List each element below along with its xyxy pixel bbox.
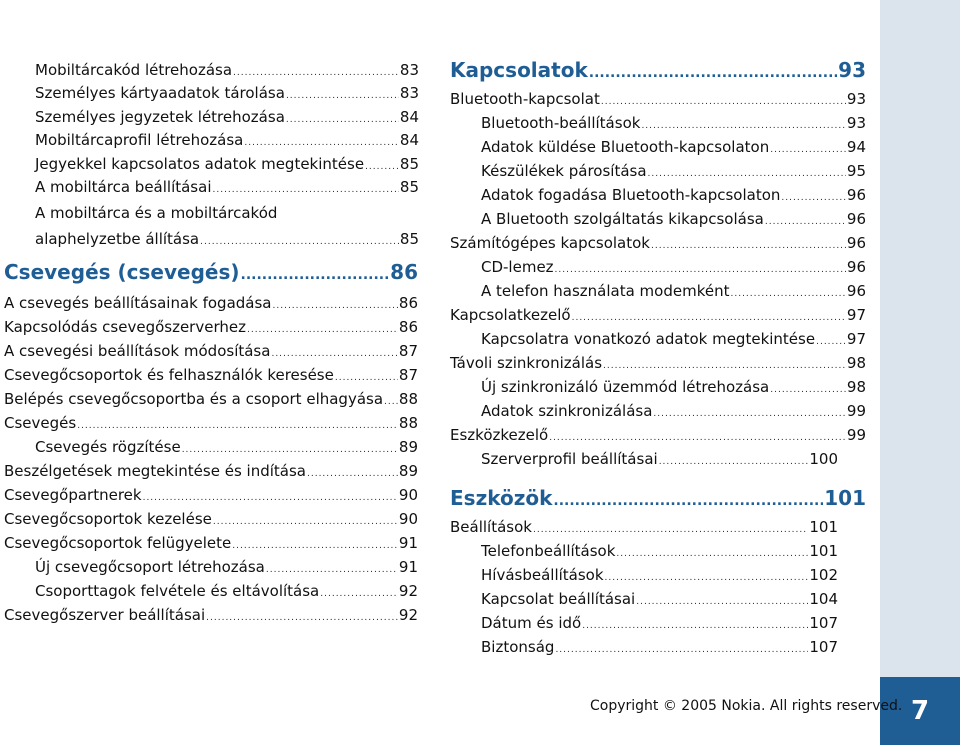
toc-entry-title: Adatok szinkronizálása <box>481 402 653 420</box>
toc-entry-title: A mobiltárca beállításai <box>35 178 212 196</box>
toc-entry-title: Eszközök <box>450 486 553 510</box>
toc-entry <box>481 184 866 206</box>
toc-entry <box>35 202 419 224</box>
toc-entry <box>35 228 419 250</box>
toc-dot-leader <box>384 391 398 413</box>
toc-entry <box>481 280 866 302</box>
toc-dot-leader <box>273 295 398 317</box>
toc-section-heading <box>450 56 866 84</box>
toc-entry <box>481 612 838 634</box>
toc-entry-title: Új csevegőcsoport létrehozása <box>35 558 265 576</box>
toc-page-number: 99 <box>846 402 866 420</box>
toc-dot-leader <box>233 62 399 84</box>
toc-entry-title: Készülékek párosítása <box>481 162 647 180</box>
toc-dot-leader <box>651 235 846 257</box>
toc-entry-title: Beszélgetések megtekintése és indítása <box>4 462 306 480</box>
toc-entry-title: Kapcsolatok <box>450 58 588 82</box>
toc-entry-title: Mobiltárcaprofil létrehozása <box>35 131 244 149</box>
toc-entry <box>4 412 418 434</box>
toc-entry-title: Csevegőcsoportok felügyelete <box>4 534 232 552</box>
toc-entry-title: CD-lemez <box>481 258 554 276</box>
toc-entry-title: Csevegés (csevegés) <box>4 260 240 284</box>
toc-entry <box>4 604 418 626</box>
toc-page-number: 93 <box>846 90 866 108</box>
toc-entry <box>481 136 866 158</box>
toc-dot-leader <box>555 639 808 661</box>
toc-page-number: 89 <box>398 462 418 480</box>
toc-dot-leader <box>582 615 808 637</box>
toc-page-number: 91 <box>398 534 418 552</box>
toc-entry <box>35 129 419 151</box>
toc-entry <box>4 484 418 506</box>
toc-entry-title: A csevegés beállításainak fogadása <box>4 294 272 312</box>
toc-entry <box>4 364 418 386</box>
toc-page-number: 84 <box>399 108 419 126</box>
toc-entry <box>35 580 418 602</box>
toc-dot-leader <box>286 85 399 107</box>
toc-page-number: 84 <box>399 131 419 149</box>
toc-entry-title: Kapcsolatkezelő <box>450 306 571 324</box>
toc-dot-leader <box>770 379 846 401</box>
toc-entry <box>450 232 866 254</box>
toc-entry-title: Belépés csevegőcsoportba és a csoport elhagyása <box>4 390 384 408</box>
toc-page-number: 83 <box>399 61 419 79</box>
toc-dot-leader <box>365 156 399 178</box>
toc-dot-leader <box>241 261 390 289</box>
toc-dot-leader <box>182 439 398 461</box>
toc-dot-leader <box>572 307 846 329</box>
toc-entry-title: Hívásbeállítások <box>481 566 604 584</box>
toc-entry-title: Távoli szinkronizálás <box>450 354 603 372</box>
toc-page-number: 101 <box>824 486 866 510</box>
toc-entry-title: Csevegés <box>4 414 77 432</box>
toc-dot-leader <box>589 59 837 87</box>
toc-page-number: 86 <box>398 294 418 312</box>
toc-dot-leader <box>271 343 397 365</box>
toc-page-number: 96 <box>846 282 866 300</box>
toc-dot-leader <box>659 451 809 473</box>
toc-dot-leader <box>653 403 846 425</box>
toc-entry <box>481 376 866 398</box>
toc-entry <box>450 424 866 446</box>
toc-dot-leader <box>816 331 846 353</box>
toc-dot-leader <box>553 487 823 515</box>
toc-entry-title: Személyes kártyaadatok tárolása <box>35 84 285 102</box>
toc-entry <box>35 153 419 175</box>
toc-page-number: 104 <box>809 590 838 608</box>
toc-entry <box>481 588 838 610</box>
toc-entry <box>4 340 418 362</box>
toc-entry-title: Bluetooth-kapcsolat <box>450 90 600 108</box>
toc-dot-leader <box>533 519 808 541</box>
toc-section-heading <box>450 484 866 512</box>
toc-page-number: 83 <box>399 84 419 102</box>
toc-page-number: 97 <box>846 330 866 348</box>
toc-dot-leader <box>247 319 398 341</box>
toc-entry <box>35 106 419 128</box>
toc-page-number: 87 <box>398 342 418 360</box>
toc-entry-title: Csevegés rögzítése <box>35 438 181 456</box>
toc-page-number: 85 <box>399 178 419 196</box>
toc-page-number: 107 <box>809 638 838 656</box>
toc-page-number: 98 <box>846 354 866 372</box>
toc-dot-leader <box>335 367 398 389</box>
toc-dot-leader <box>601 91 846 113</box>
toc-entry-title: alaphelyzetbe állítása <box>35 230 200 248</box>
toc-page-number: 90 <box>398 510 418 528</box>
toc-entry-title: Csevegőszerver beállításai <box>4 606 206 624</box>
toc-dot-leader <box>307 463 398 485</box>
toc-entry-title: Személyes jegyzetek létrehozása <box>35 108 285 126</box>
toc-entry-title: Csevegőcsoportok és felhasználók keresése <box>4 366 334 384</box>
toc-page-number: 101 <box>809 518 838 536</box>
toc-section-heading <box>4 258 418 286</box>
toc-entry <box>4 532 418 554</box>
toc-entry <box>481 328 866 350</box>
toc-page-number: 93 <box>846 114 866 132</box>
toc-entry <box>481 208 866 230</box>
toc-entry <box>481 448 838 470</box>
toc-dot-leader <box>320 583 398 605</box>
toc-page-number: 100 <box>809 450 838 468</box>
toc-entry <box>4 508 418 530</box>
toc-page-number: 97 <box>846 306 866 324</box>
toc-page-number: 96 <box>846 234 866 252</box>
toc-page-number: 101 <box>809 542 838 560</box>
toc-dot-leader <box>143 487 398 509</box>
toc-page-number: 88 <box>398 390 418 408</box>
toc-entry-title: Eszközkezelő <box>450 426 549 444</box>
toc-page-number: 85 <box>399 230 419 248</box>
toc-entry <box>450 304 866 326</box>
toc-dot-leader <box>648 163 846 185</box>
toc-page-number: 86 <box>390 260 418 284</box>
toc-dot-leader <box>781 187 845 209</box>
toc-entry <box>35 82 419 104</box>
toc-dot-leader <box>765 211 846 233</box>
toc-entry-title: A telefon használata modemként <box>481 282 730 300</box>
toc-entry-title: Számítógépes kapcsolatok <box>450 234 650 252</box>
toc-dot-leader <box>605 567 809 589</box>
toc-entry-title: Beállítások <box>450 518 532 536</box>
toc-page-number: 90 <box>398 486 418 504</box>
page-number-tab: 7 <box>880 677 960 745</box>
toc-page-number: 86 <box>398 318 418 336</box>
toc-dot-leader <box>549 427 846 449</box>
copyright-notice: Copyright © 2005 Nokia. All rights reserved. <box>590 698 903 714</box>
toc-entry-title: A Bluetooth szolgáltatás kikapcsolása <box>481 210 764 228</box>
toc-page-number: 96 <box>846 186 866 204</box>
toc-dot-leader <box>266 559 398 581</box>
toc-entry-title: Csevegőcsoportok kezelése <box>4 510 212 528</box>
toc-dot-leader <box>212 179 398 201</box>
toc-page-number: 98 <box>846 378 866 396</box>
toc-entry-title: Kapcsolatra vonatkozó adatok megtekintése <box>481 330 816 348</box>
toc-dot-leader <box>77 415 398 437</box>
toc-dot-leader <box>206 607 398 629</box>
toc-dot-leader <box>244 132 399 154</box>
toc-entry-title: Adatok küldése Bluetooth-kapcsolaton <box>481 138 770 156</box>
toc-page-number: 93 <box>838 58 866 82</box>
toc-entry <box>450 88 866 110</box>
toc-entry <box>450 352 866 374</box>
toc-page-number: 96 <box>846 258 866 276</box>
toc-entry <box>35 176 419 198</box>
toc-entry <box>481 636 838 658</box>
toc-page-number: 102 <box>809 566 838 584</box>
toc-entry-title: Mobiltárcakód létrehozása <box>35 61 233 79</box>
toc-dot-leader <box>232 535 398 557</box>
toc-entry <box>481 564 838 586</box>
toc-entry-title: Kapcsolat beállításai <box>481 590 636 608</box>
toc-page-number: 87 <box>398 366 418 384</box>
toc-entry-title: Szerverprofil beállításai <box>481 450 658 468</box>
toc-entry <box>4 460 418 482</box>
toc-dot-leader <box>641 115 845 137</box>
toc-entry <box>481 540 838 562</box>
toc-entry-title: Bluetooth-beállítások <box>481 114 641 132</box>
toc-entry-title: Adatok fogadása Bluetooth-kapcsolaton <box>481 186 781 204</box>
toc-entry <box>35 556 418 578</box>
toc-entry-title: Kapcsolódás csevegőszerverhez <box>4 318 246 336</box>
toc-page-number: 95 <box>846 162 866 180</box>
toc-entry-title: Biztonság <box>481 638 555 656</box>
toc-dot-leader <box>730 283 845 305</box>
toc-dot-leader <box>555 259 846 281</box>
toc-dot-leader <box>213 511 398 533</box>
toc-entry <box>4 292 418 314</box>
toc-entry <box>481 256 866 278</box>
toc-dot-leader <box>286 109 399 131</box>
toc-entry <box>35 436 418 458</box>
toc-entry <box>4 316 418 338</box>
toc-entry <box>450 516 838 538</box>
toc-page-number: 88 <box>398 414 418 432</box>
toc-entry <box>481 160 866 182</box>
toc-dot-leader <box>603 355 846 377</box>
toc-page-number: 92 <box>398 582 418 600</box>
toc-entry <box>4 388 418 410</box>
toc-dot-leader <box>770 139 846 161</box>
toc-page-number: 91 <box>398 558 418 576</box>
toc-entry-title: Dátum és idő <box>481 614 582 632</box>
toc-entry <box>481 112 866 134</box>
toc-entry <box>481 400 866 422</box>
toc-page-number: 89 <box>398 438 418 456</box>
toc-entry-title: Telefonbeállítások <box>481 542 616 560</box>
toc-page-number: 92 <box>398 606 418 624</box>
toc-entry-title: A csevegési beállítások módosítása <box>4 342 271 360</box>
toc-entry-title: Csevegőpartnerek <box>4 486 142 504</box>
toc-dot-leader <box>200 231 399 253</box>
toc-entry-title: A mobiltárca és a mobiltárcakód <box>35 204 278 222</box>
toc-entry <box>35 59 419 81</box>
toc-page-number: 99 <box>846 426 866 444</box>
toc-entry-title: Új szinkronizáló üzemmód létrehozása <box>481 378 770 396</box>
toc-page-number: 107 <box>809 614 838 632</box>
toc-dot-leader <box>636 591 808 613</box>
toc-entry-title: Jegyekkel kapcsolatos adatok megtekintése <box>35 155 365 173</box>
toc-entry-title: Csoporttagok felvétele és eltávolítása <box>35 582 320 600</box>
page-sidebar <box>880 0 960 745</box>
toc-page-number: 94 <box>846 138 866 156</box>
toc-page-number: 96 <box>846 210 866 228</box>
toc-page-number: 85 <box>399 155 419 173</box>
toc-dot-leader <box>616 543 808 565</box>
